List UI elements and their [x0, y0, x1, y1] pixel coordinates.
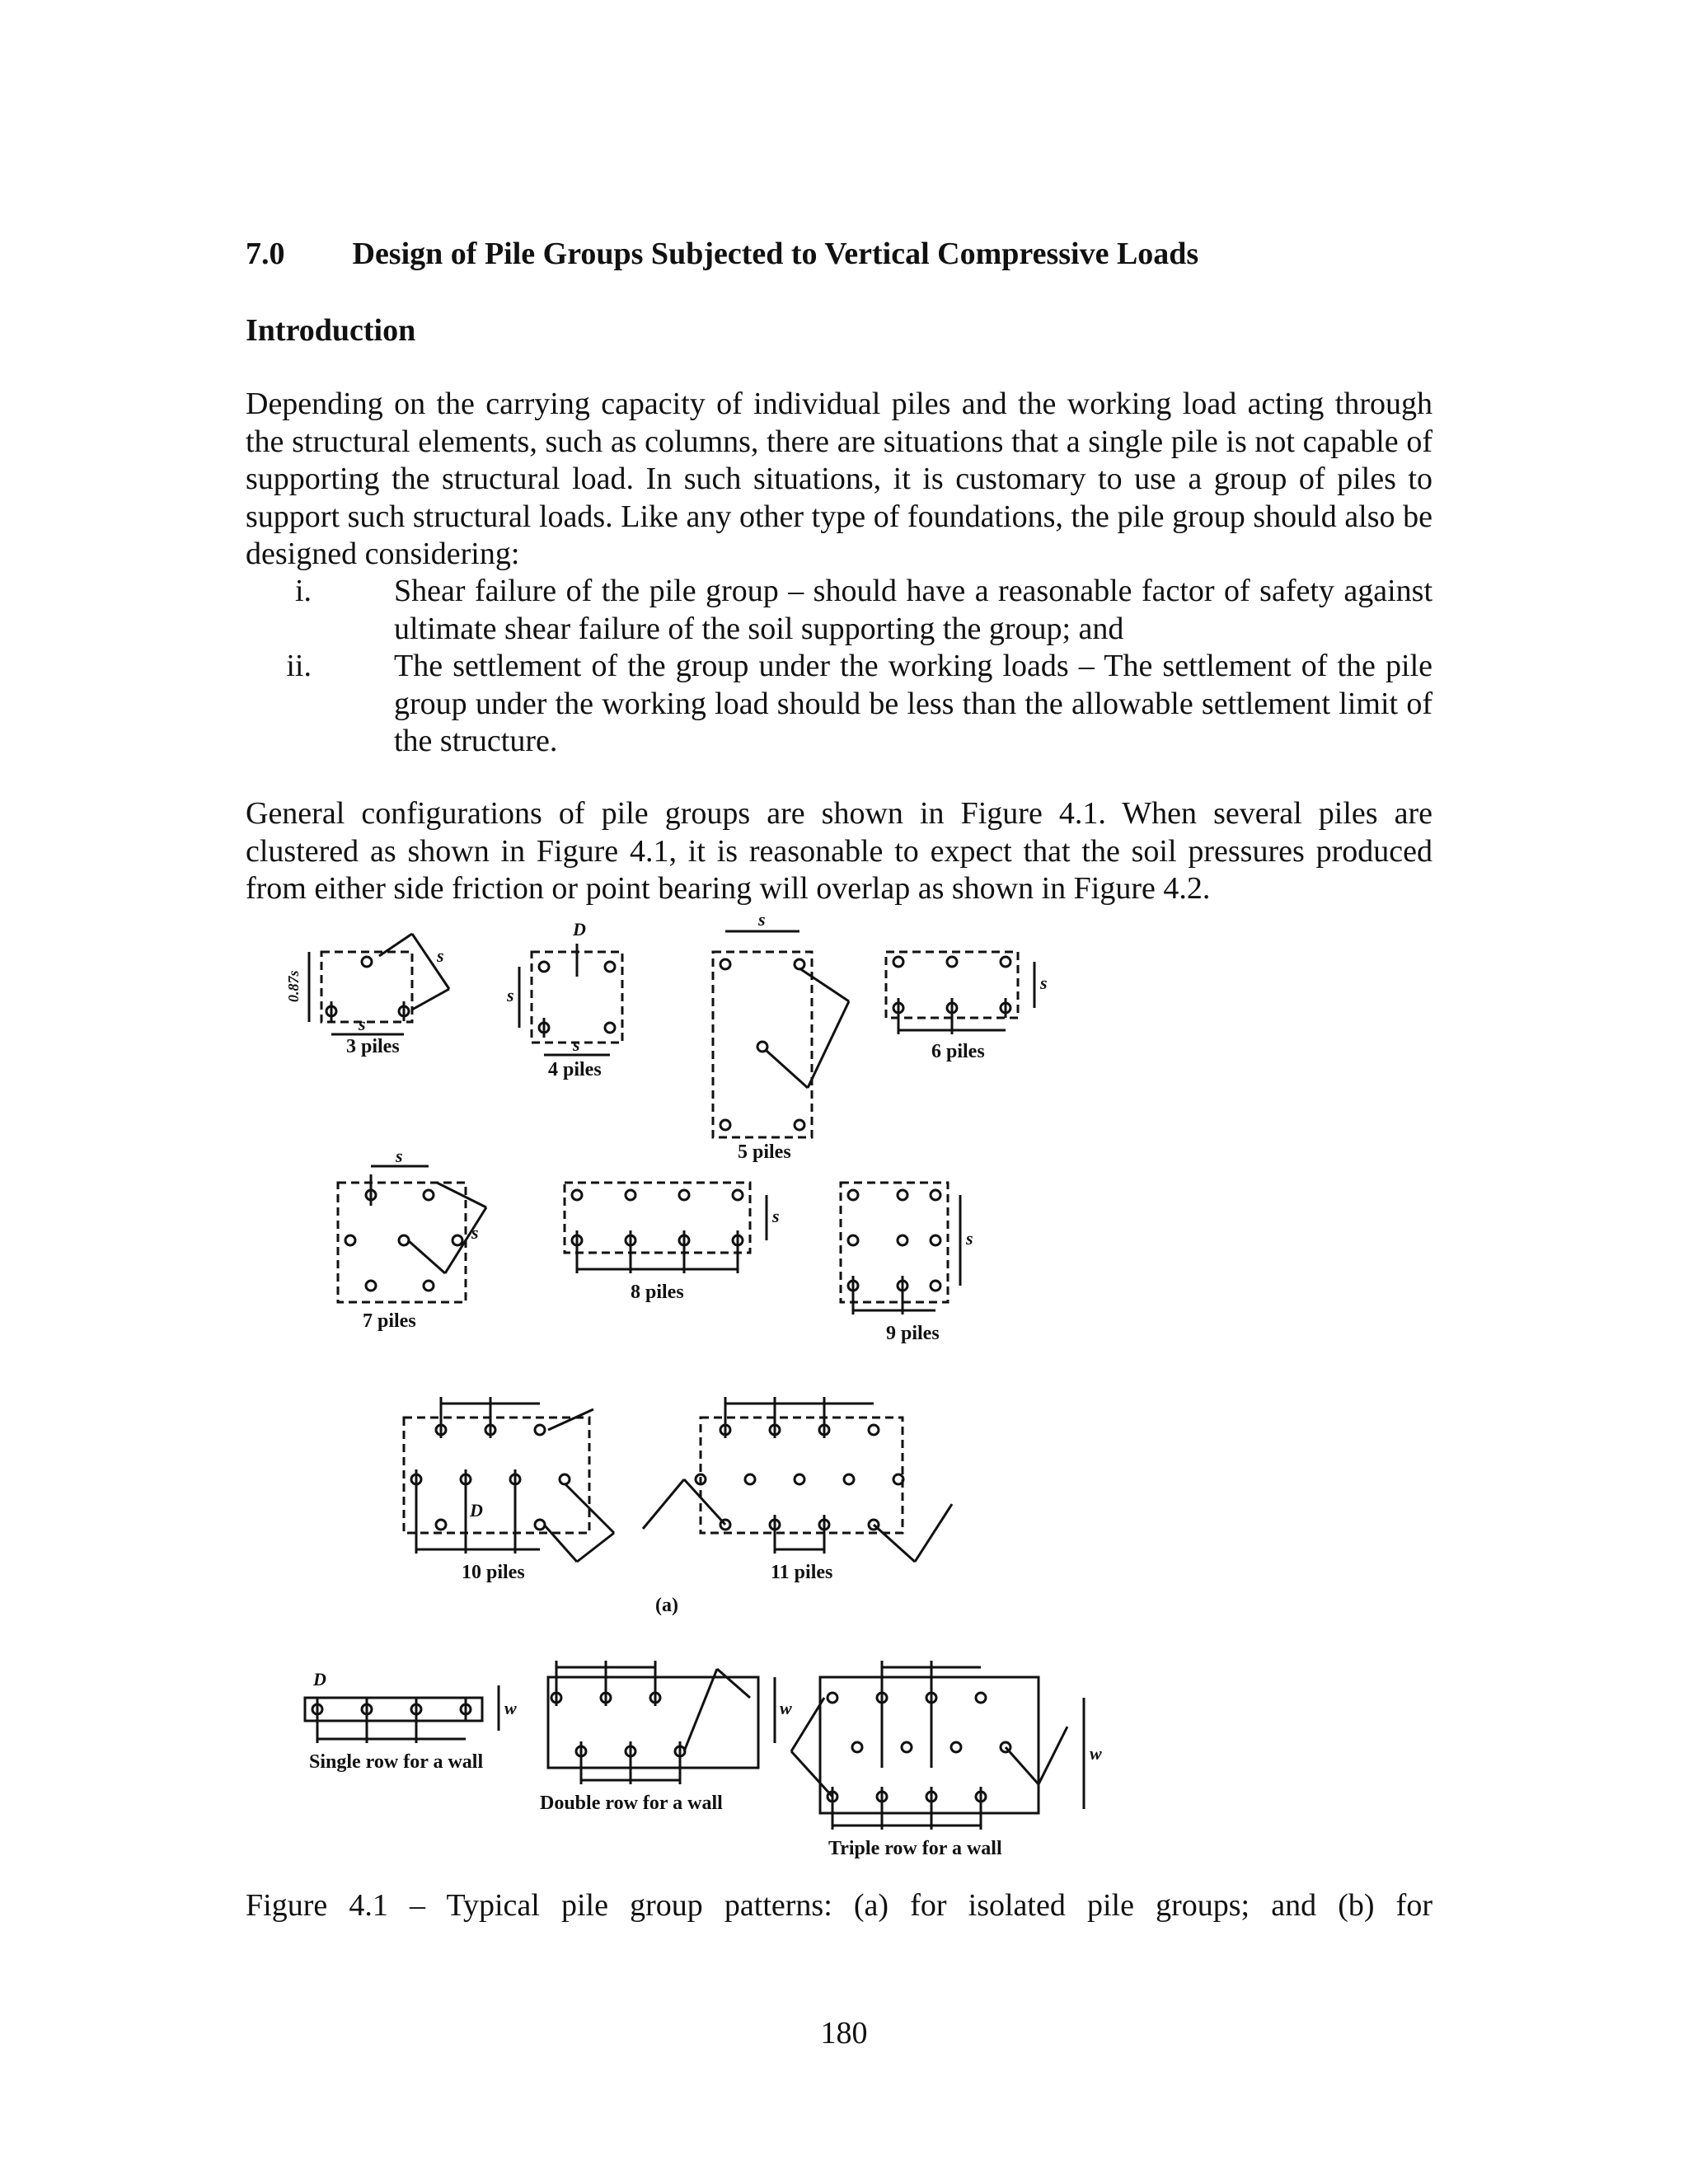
paragraph-configurations: General configurations of pile groups are shown in Figure 4.1. When several piles are clustered as shown in Figure 4.1, it is reasonable to expect that the soil pressures produced from either side friction or point bearing will overlap as shown in Figure 4.2.: [246, 796, 1432, 906]
list-item: [246, 573, 1432, 648]
symbol-w: w: [1090, 1743, 1102, 1764]
symbol-s: s: [573, 1034, 580, 1055]
design-criteria-list: [246, 573, 1432, 761]
symbol-s: s: [396, 1146, 403, 1166]
symbol-s: s: [471, 1222, 479, 1243]
label-10-piles: 10 piles: [462, 1562, 525, 1583]
label-double-row: Double row for a wall: [540, 1793, 723, 1814]
label-4-piles: 4 piles: [548, 1059, 602, 1080]
section-number: 7.0: [246, 237, 285, 271]
pattern-6-piles: [886, 952, 1034, 1034]
label-7-piles: 7 piles: [363, 1310, 416, 1332]
pattern-4-piles: [519, 944, 622, 1055]
pattern-11-piles: [643, 1397, 952, 1562]
symbol-w: w: [780, 1698, 792, 1718]
pattern-5-piles: [713, 931, 849, 1137]
label-8-piles: 8 piles: [631, 1282, 684, 1303]
label-6-piles: 6 piles: [931, 1041, 985, 1062]
symbol-s: s: [966, 1228, 973, 1249]
pattern-10-piles: [404, 1397, 614, 1562]
list-marker: i.: [294, 574, 312, 608]
label-3-piles: 3 piles: [346, 1036, 400, 1057]
symbol-D: D: [470, 1500, 483, 1521]
pattern-8-piles: [565, 1183, 767, 1273]
pattern-single-row: [305, 1685, 499, 1743]
symbol-s: s: [359, 1014, 366, 1034]
pattern-triple-row: [791, 1661, 1084, 1830]
list-item-text: The settlement of the group under the working loads – The settlement of the pile group under the working load should be less than the allowable settlement limit of the structure.: [394, 649, 1432, 758]
symbol-D: D: [313, 1669, 326, 1690]
label-11-piles: 11 piles: [771, 1562, 833, 1583]
pattern-double-row: [548, 1661, 775, 1784]
paragraph-intro: Depending on the carrying capacity of individual piles and the working load acting through the structural elements, such as columns, there are situations that a single pile is not capable of supporting the structural load. In such situations, it is customary to use a group of piles to support such structural loads. Like any other type of foundations, the pile group should also be designed considering:: [246, 387, 1432, 571]
label-single-row: Single row for a wall: [309, 1751, 484, 1773]
symbol-s: s: [437, 945, 444, 966]
symbol-D: D: [573, 919, 586, 940]
symbol-s: s: [772, 1206, 780, 1226]
list-item: [246, 648, 1432, 761]
label-part-a: (a): [655, 1595, 678, 1616]
label-5-piles: 5 piles: [738, 1141, 791, 1163]
symbol-s: s: [1040, 972, 1048, 993]
label-triple-row: Triple row for a wall: [828, 1838, 1002, 1859]
subheading-introduction: Introduction: [246, 313, 416, 348]
section-heading: [246, 233, 1449, 274]
pile-group-patterns-figure: [280, 911, 1104, 1883]
symbol-s: s: [507, 985, 514, 1005]
section-title: Design of Pile Groups Subjected to Vertical Compressive Loads: [352, 237, 1199, 271]
pattern-9-piles: [841, 1183, 960, 1315]
page-number: 180: [820, 2016, 868, 2050]
symbol-w: w: [504, 1698, 517, 1718]
symbol-087s: 0.87s: [285, 970, 302, 1002]
label-9-piles: 9 piles: [886, 1323, 940, 1344]
pattern-7-piles: [338, 1166, 486, 1302]
pattern-3-piles: [309, 934, 449, 1034]
list-item-text: Shear failure of the pile group – should have a reasonable factor of safety against ultimate shear failure of the soil supporting the group; and: [394, 574, 1432, 646]
list-marker: ii.: [286, 649, 312, 683]
figure-caption: Figure 4.1 – Typical pile group patterns: (a) for isolated pile groups; and (b) for: [246, 1888, 1432, 1923]
symbol-s: s: [758, 911, 766, 930]
